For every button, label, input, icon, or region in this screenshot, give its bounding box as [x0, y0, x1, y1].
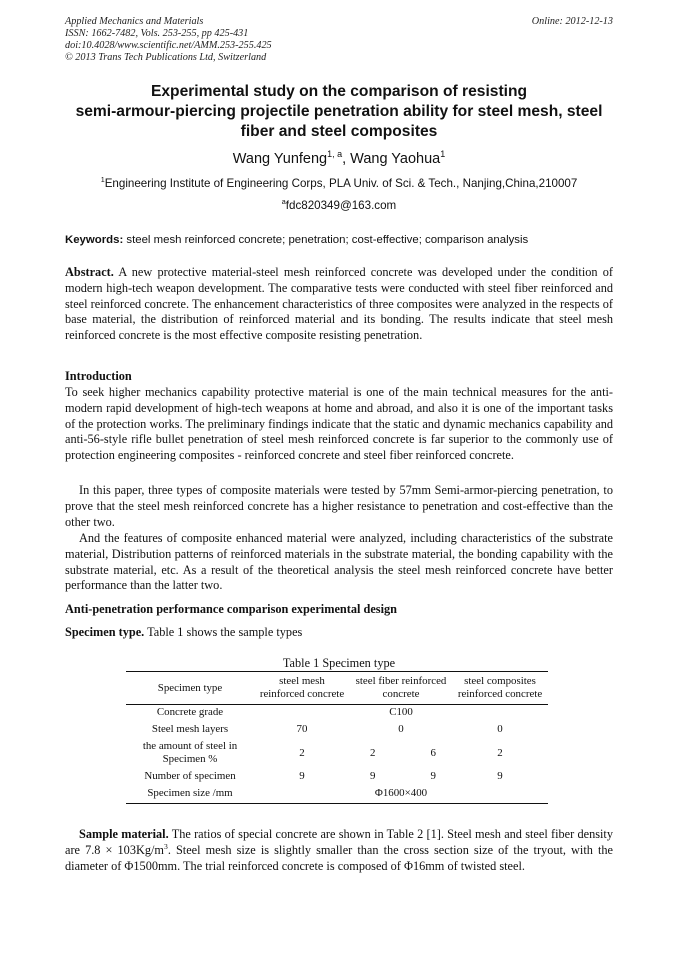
title-line-3: fiber and steel composites: [240, 123, 438, 140]
table-cell: [350, 739, 452, 769]
online-date: Online: 2012-12-13: [531, 16, 613, 27]
author-email: [40, 199, 638, 212]
row-label: Number of specimen: [144, 770, 236, 782]
sample-material-paragraph: [65, 827, 613, 874]
table-cell: 2: [497, 746, 503, 759]
table-cell-value: 6: [430, 746, 436, 759]
introduction-heading: Introduction: [65, 369, 132, 383]
keywords: [65, 234, 613, 246]
design-heading: Anti-penetration performance comparison experimental design: [65, 602, 397, 616]
header-steel-fiber: steel fiber reinforced concrete: [350, 672, 452, 705]
affiliation-sup: 1: [100, 175, 105, 185]
table-cell: 9: [497, 770, 503, 782]
introduction-paragraph-1: To seek higher mechanics capability protective material is one of the main technical measures for the anti-modern rapid development of high-tech weapons at home and abroad, and also it is one of the important tasks of the protection works. The preliminary findings indicate that the static and dynamic mechanics capability and anti-56-style rifle bullet penetration of steel mesh reinforced concrete is far superior to the commonly use of protection engineering composites - reinforced concrete and steel fiber reinforced concrete.: [65, 385, 613, 463]
sample-material-label: Sample material.: [79, 827, 169, 841]
row-label: Concrete grade: [156, 706, 224, 718]
keywords-label: Keywords:: [65, 234, 124, 246]
table-cell: Φ1600×400: [254, 786, 548, 804]
journal-copyright: © 2013 Trans Tech Publications Ltd, Switzerland: [65, 52, 267, 63]
header-specimen-type: Specimen type: [126, 672, 254, 705]
specimen-type-table: [126, 671, 548, 804]
sample-material-text-b: . Steel mesh size is slightly smaller than the cross section size of the tryout, with the diameter of Φ1500mm. The trial reinforced concrete is composed of Φ16mm of twisted steel.: [65, 842, 614, 873]
title-line-2: semi-armour-piercing projectile penetration ability for steel mesh, steel: [75, 103, 603, 120]
keywords-text: steel mesh reinforced concrete; penetration; cost-effective; comparison analysis: [123, 234, 529, 246]
abstract-text: A new protective material-steel mesh reinforced concrete was developed under the condition of modern high-tech weapon development. The comparative tests were conducted with steel fiber reinforced and steel reinforced concrete. The enhancement characteristics of three composites were analyzed in the respects of base material, the distribution of reinforced material and its bonding. The results indicate that steel mesh reinforced concrete is the most effective composite resisting penetration.: [65, 265, 613, 343]
row-label: Specimen size /mm: [126, 786, 254, 804]
table-row: [126, 769, 548, 786]
introduction-paragraph-3: And the features of composite enhanced material were analyzed, including characteristics of the substrate material, Distribution patterns of reinforced materials in the substrate material, the bonding capability with the substrate material, etc. As a result of the theoretical analysis the steel mesh reinforced concrete have better performance than the latter two.: [65, 531, 613, 593]
table-cell: 0: [497, 723, 503, 735]
email-text: fdc820349@163.com: [285, 199, 397, 212]
table-cell: [350, 769, 452, 786]
table-cell: 70: [296, 723, 308, 735]
header-steel-composites: steel composites reinforced concrete: [452, 672, 548, 705]
abstract-label: Abstract.: [65, 265, 114, 279]
abstract: [65, 265, 613, 344]
table-row: [126, 705, 548, 723]
row-label: Steel mesh layers: [151, 723, 229, 735]
journal-name: Applied Mechanics and Materials: [65, 16, 204, 27]
table-cell-pair: [352, 770, 450, 783]
sample-material-sup: 3: [164, 841, 168, 851]
table-cell-pair: [352, 747, 450, 760]
table-cell: 0: [398, 723, 404, 735]
table-cell-value: 2: [370, 746, 376, 759]
row-label: the amount of steel in Specimen %: [142, 740, 238, 765]
sample-material-text-a: The ratios of special concrete are shown in Table 2 [1]. Steel mesh and steel fiber density are 7.8 × 103Kg/m: [65, 827, 613, 857]
specimen-type-text: Table 1 shows the sample types: [144, 625, 303, 639]
author-list: [40, 151, 638, 167]
table-header-row: [126, 672, 548, 705]
specimen-type-label: Specimen type.: [65, 625, 145, 639]
table-row: [126, 722, 548, 739]
table-row: [126, 786, 548, 804]
introduction-paragraph-2: In this paper, three types of composite materials were tested by 57mm Semi-armor-piercing penetration, to prove that the steel mesh reinforced concrete has a higher resistance to penetration and cost-effective than the other two.: [65, 483, 613, 529]
specimen-type-paragraph: [65, 625, 613, 641]
affiliation-text: Engineering Institute of Engineering Corps, PLA Univ. of Sci. & Tech., Nanjing,China,210007: [104, 177, 578, 190]
table-cell-value: 9: [430, 770, 436, 782]
table-1-caption: Table 1 Specimen type: [282, 656, 396, 670]
title-line-1: Experimental study on the comparison of resisting: [150, 83, 528, 100]
author-1: Wang Yunfeng: [232, 151, 328, 167]
table-cell: 9: [299, 770, 305, 782]
author-1-sup: 1, a: [327, 149, 343, 160]
table-cell: C100: [389, 706, 413, 718]
journal-issn: ISSN: 1662-7482, Vols. 253-255, pp 425-431: [65, 28, 249, 39]
journal-doi: doi:10.4028/www.scientific.net/AMM.253-255.425: [65, 40, 272, 51]
table-cell: 2: [299, 746, 305, 759]
table-cell-value: 9: [370, 770, 376, 782]
affiliation: [40, 177, 638, 190]
email-sup: a: [281, 197, 286, 207]
journal-header: [65, 16, 272, 64]
author-separator: ,: [342, 151, 351, 167]
author-2: Wang Yaohua: [350, 151, 441, 167]
header-steel-mesh: steel mesh reinforced concrete: [254, 672, 350, 705]
paper-title: [40, 82, 638, 142]
author-2-sup: 1: [440, 149, 446, 160]
table-row: [126, 739, 548, 769]
